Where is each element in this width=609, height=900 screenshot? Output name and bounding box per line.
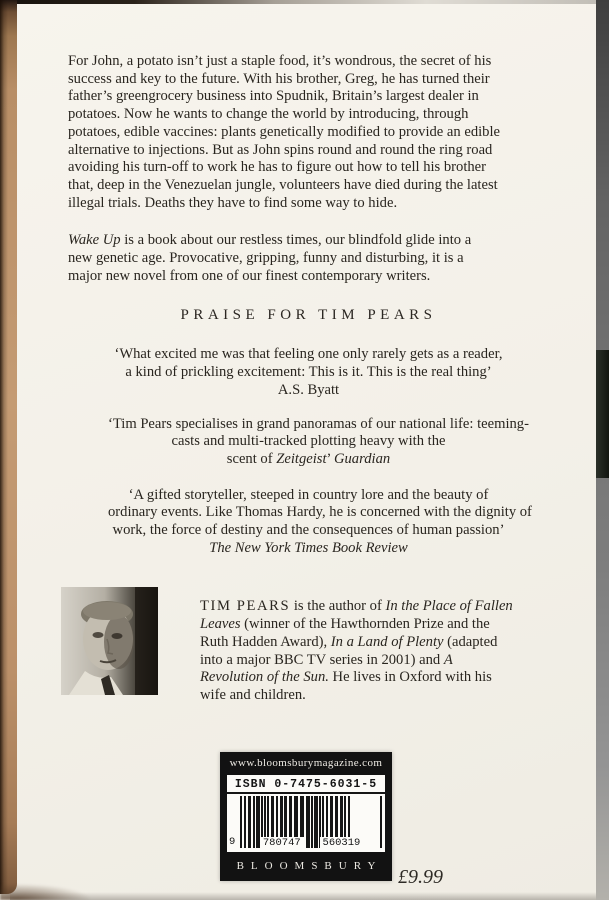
- ean-digits-group2: 560319: [320, 837, 364, 848]
- author-photo: [61, 587, 158, 695]
- scan-edge-right-dark-segment: [596, 350, 609, 478]
- barcode-bars: [240, 796, 382, 848]
- book-page-edge-left: [0, 0, 17, 894]
- ean-digits-group1: 780747: [260, 837, 304, 848]
- barcode-row: [68, 752, 549, 888]
- scan-shadow-bottom: [10, 892, 596, 900]
- author-portrait-image: [61, 587, 158, 695]
- quote-guardian: ‘Tim Pears specialises in grand panoramas of our national life: teeming- casts and multi-tracked plotting heavy with the scent of Zeitgeist’ Guardian: [108, 415, 529, 467]
- quote-as-byatt: ‘What excited me was that feeling one only rarely gets as a reader, a kind of prickling excitement: This is it. This is the real thing’ A.S. Byatt: [114, 346, 503, 398]
- author-section: [68, 587, 549, 704]
- publisher-url: www.bloomsburymagazine.com: [229, 757, 383, 770]
- price-label: £9.99: [398, 865, 443, 888]
- ean-leading-digit: 9: [229, 835, 236, 848]
- barcode-panel: [227, 775, 385, 852]
- isbn-label: ISBN 0-7475-6031-5: [227, 775, 385, 794]
- summary-paragraph: Wake Up is a book about our restless times, our blindfold glide into a new genetic age. Provocative, gripping, funny and disturbing, it is a major new novel from one of our finest contemporary writers.: [68, 232, 472, 284]
- synopsis-paragraph: For John, a potato isn’t just a staple food, it’s wondrous, the secret of his success and key to the future. With his brother, Greg, he has turned their father’s greengrocery business into Spudnik, Britain’s largest dealer in potatoes. Now he wants to change the world by introducing, through potatoes, edible vaccines: plants genetically modified to provide an edible alternative to injections. But as John spins round and round the ring road avoiding his turn-off to work he has to figure out how to tell his brother that, deep in the Venezuelan jungle, volunteers have died during the latest illegal trials. Deaths they have to find some way to hide.: [68, 53, 500, 211]
- guard-bar-left: [240, 796, 242, 848]
- guard-bar-right: [380, 796, 382, 848]
- scan-edge-top: [0, 0, 609, 4]
- publisher-logo-strip: BLOOMSBURY: [236, 860, 383, 873]
- barcode-spacer: [68, 752, 220, 881]
- barcode-bars-row: [227, 794, 385, 848]
- praise-heading: PRAISE FOR TIM PEARS: [180, 307, 437, 324]
- barcode-sticker: [220, 752, 392, 881]
- cover-content: [18, 0, 593, 900]
- quote-nyt-book-review: ‘A gifted storyteller, steeped in country lore and the beauty of ordinary events. Like Thomas Hardy, he is concerned with the dignity of work, the force of destiny and the consequences of human passion’ The New York Times Book Review: [108, 486, 532, 556]
- author-bio: TIM PEARS is the author of In the Place of Fallen Leaves (winner of the Hawthornden Prize and the Ruth Hadden Award), In a Land of Plenty (adapted into a major BBC TV series in 2001) and A Revolution of the Sun. He lives in Oxford with his wife and children.: [200, 598, 513, 703]
- scan-corner-shadow: [0, 884, 90, 900]
- guard-bar-middle: [311, 796, 313, 848]
